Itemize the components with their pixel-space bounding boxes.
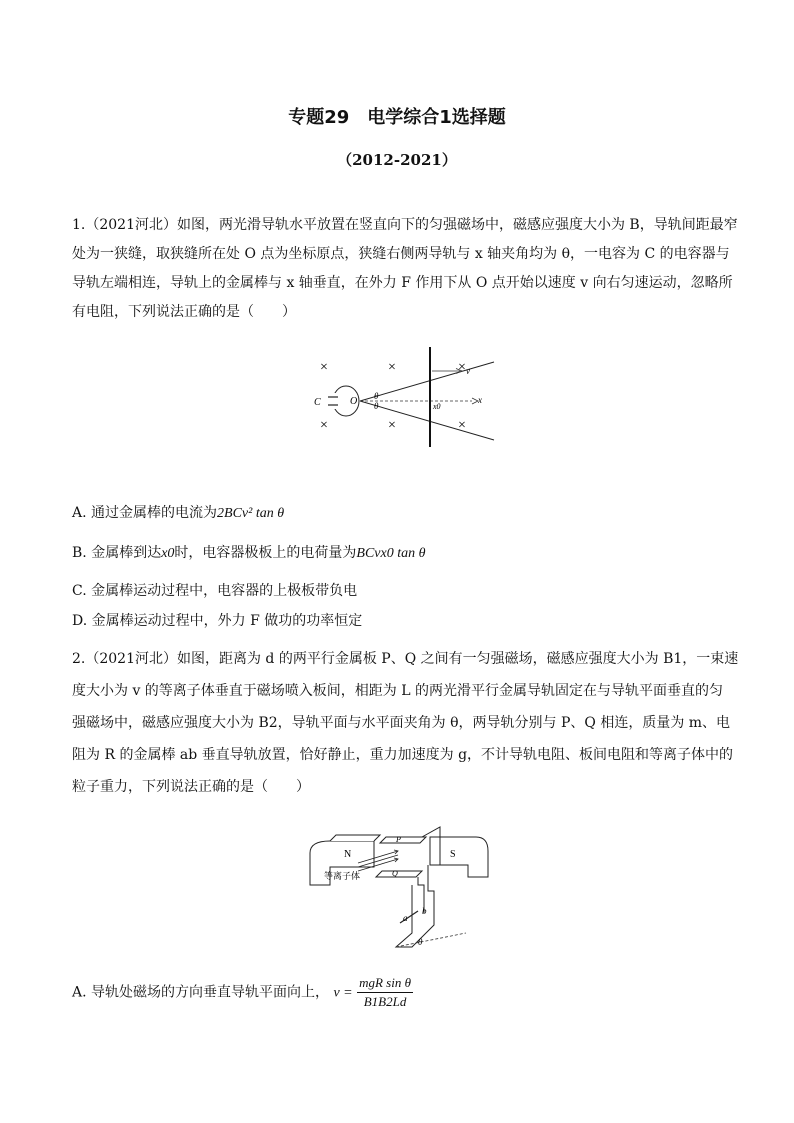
- option-1c: C. 金属棒运动过程中，电容器的上极板带负电: [72, 583, 358, 599]
- plasma-label: 等离子体: [324, 871, 361, 881]
- plate-q: [376, 871, 422, 877]
- formula: BCvx0 tan θ: [356, 546, 426, 561]
- question-2-line: 2.（2021河北）如图，距离为 d 的两平行金属板 P、Q 之间有一匀强磁场，磁感应强度大小为 B1，一束速: [72, 651, 739, 667]
- page-title: 专题29 电学综合1选择题: [288, 107, 506, 128]
- question-2-line: 阻为 R 的金属棒 ab 垂直导轨放置，恰好静止，重力加速度为 g，不计导轨电阻、板间电阻和等离子体中的: [72, 747, 734, 763]
- fraction: $\frac{\text{mgR sin θ}}{B1B2Ld}$: [359, 975, 411, 1009]
- question-2-figure: [300, 815, 500, 955]
- field-cross: ×: [458, 418, 466, 433]
- upper-rail: [360, 362, 494, 401]
- field-cross: ×: [320, 418, 328, 433]
- question-1-figure: [300, 345, 500, 450]
- lower-rail: [360, 401, 494, 440]
- question-2-line: 粒子重力，下列说法正确的是（ ）: [72, 779, 310, 795]
- question-2-stem: [72, 643, 739, 803]
- origin-label: O: [350, 396, 358, 407]
- question-2-line: 强磁场中，磁感应强度大小为 B2，导轨平面与水平面夹角为 θ，两导轨分别与 P、Q 相连，质量为 m、电: [72, 715, 731, 731]
- option-1a: A. 通过金属棒的电流为2BCv² tan θ: [72, 505, 285, 521]
- capacitor-label: C: [314, 397, 321, 408]
- question-1-stem: [72, 211, 738, 327]
- inclined-rails: [396, 885, 434, 947]
- question-1-line: 有电阻，下列说法正确的是（ ）: [72, 304, 296, 320]
- field-cross: ×: [388, 360, 396, 375]
- x0-label: x0: [433, 402, 441, 411]
- question-1-line: 处为一狭缝，取狭缝所在处 O 点为坐标原点，狭缝右侧两导轨与 x 轴夹角均为 θ，一电容为 C 的电容器与: [72, 246, 730, 262]
- angle-label-lower: θ: [374, 401, 379, 411]
- s-pole-label: S: [450, 849, 456, 860]
- x-axis-label: x: [478, 395, 482, 405]
- field-cross: ×: [458, 360, 466, 375]
- angle-label-upper: θ: [374, 391, 379, 401]
- option-1d: D. 金属棒运动过程中，外力 F 做功的功率恒定: [72, 613, 363, 629]
- option-2a: A. 导轨处磁场的方向垂直导轨平面向上， v = $\frac{\text{mgR sin θ}}{B1B2Ld}$: [72, 975, 411, 1009]
- plate-p-label: P: [396, 835, 401, 844]
- question-1-line: 导轨左端相连，导轨上的金属棒与 x 轴垂直，在外力 F 作用下从 O 点开始以速度 v 向右匀速运动，忽略所: [72, 275, 733, 291]
- formula: 2BCv² tan θ: [217, 506, 285, 521]
- horizontal-reference: [396, 933, 466, 947]
- question-1-line: 1.（2021河北）如图，两光滑导轨水平放置在竖直向下的匀强磁场中，磁感应强度大小为 B，导轨间距最窄: [72, 217, 738, 233]
- rod-b-label: b: [422, 906, 427, 916]
- velocity-label: v: [466, 366, 470, 376]
- question-2-line: 度大小为 v 的等离子体垂直于磁场喷入板间，相距为 L 的两光滑平行金属导轨固定在与导轨平面垂直的匀: [72, 683, 724, 699]
- field-cross: ×: [320, 360, 328, 375]
- plate-q-label: Q: [392, 869, 398, 878]
- rod-a-label: a: [403, 913, 408, 923]
- plate-p: [380, 837, 426, 843]
- option-1b: B. 金属棒到达x0时，电容器极板上的电荷量为BCvx0 tan θ: [72, 545, 426, 561]
- n-pole-label: N: [344, 849, 352, 860]
- s-pole-magnet: [430, 837, 488, 877]
- field-cross: ×: [388, 418, 396, 433]
- incline-angle-label: θ: [418, 937, 423, 947]
- year-range: （2012-2021）: [337, 151, 457, 169]
